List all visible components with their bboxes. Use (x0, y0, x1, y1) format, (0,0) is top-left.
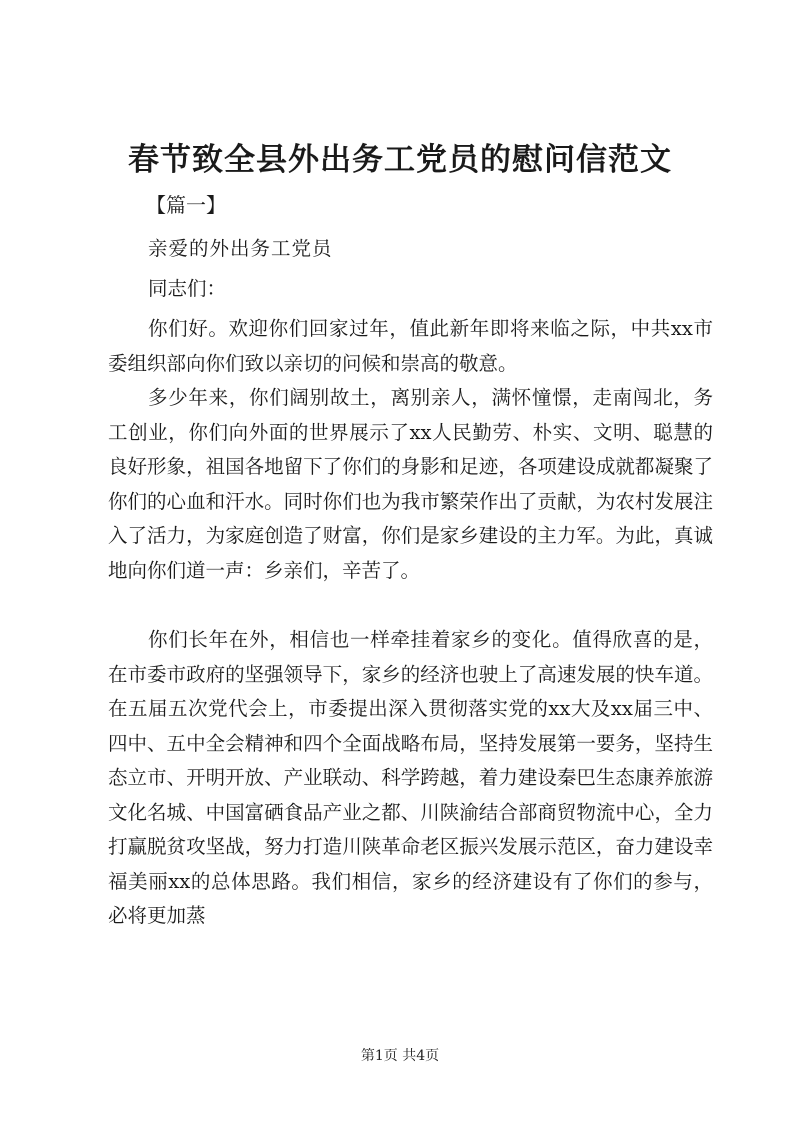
body-paragraph: 你们好。欢迎你们回家过年，值此新年即将来临之际，中共xx市委组织部向你们致以亲切的问候和崇高的敬意。 (108, 317, 713, 375)
document-title: 春节致全县外出务工党员的慰问信范文 (128, 142, 672, 178)
body-paragraph: 你们长年在外，相信也一样牵挂着家乡的变化。值得欣喜的是，在市委市政府的坚强领导下，家乡的经济也驶上了高速发展的快车道。在五届五次党代会上，市委提出深入贯彻落实党的xx大及xx届三中、四中、五中全会精神和四个全面战略布局，坚持发展第一要务，坚持生态立市、开明开放、产业联动、科学跨越，着力建设秦巴生态康养旅游文化名城、中国富硒食品产业之都、川陕渝结合部商贸物流中心，全力打赢脱贫攻坚战，努力打造川陕革命老区振兴发展示范区，奋力建设幸福美丽xx的总体思路。我们相信，家乡的经济建设有了你们的参与，必将更加蒸 (108, 628, 713, 927)
salutation-line: 同志们： (148, 277, 227, 300)
body-paragraph: 多少年来，你们阔别故土，离别亲人，满怀憧憬，走南闯北，务工创业，你们向外面的世界展示了xx人民勤劳、朴实、文明、聪慧的良好形象，祖国各地留下了你们的身影和足迹，各项建设成就都凝聚了你们的心血和汗水。同时你们也为我市繁荣作出了贡献，为农村发展注入了活力，为家庭创造了财富，你们是家乡建设的主力军。为此，真诚地向你们道一声：乡亲们，辛苦了。 (108, 386, 713, 582)
greeting-line: 亲爱的外出务工党员 (148, 237, 333, 260)
section-label: 【篇一】 (146, 193, 226, 217)
page-number-footer: 第1页 共4页 (360, 1048, 440, 1064)
